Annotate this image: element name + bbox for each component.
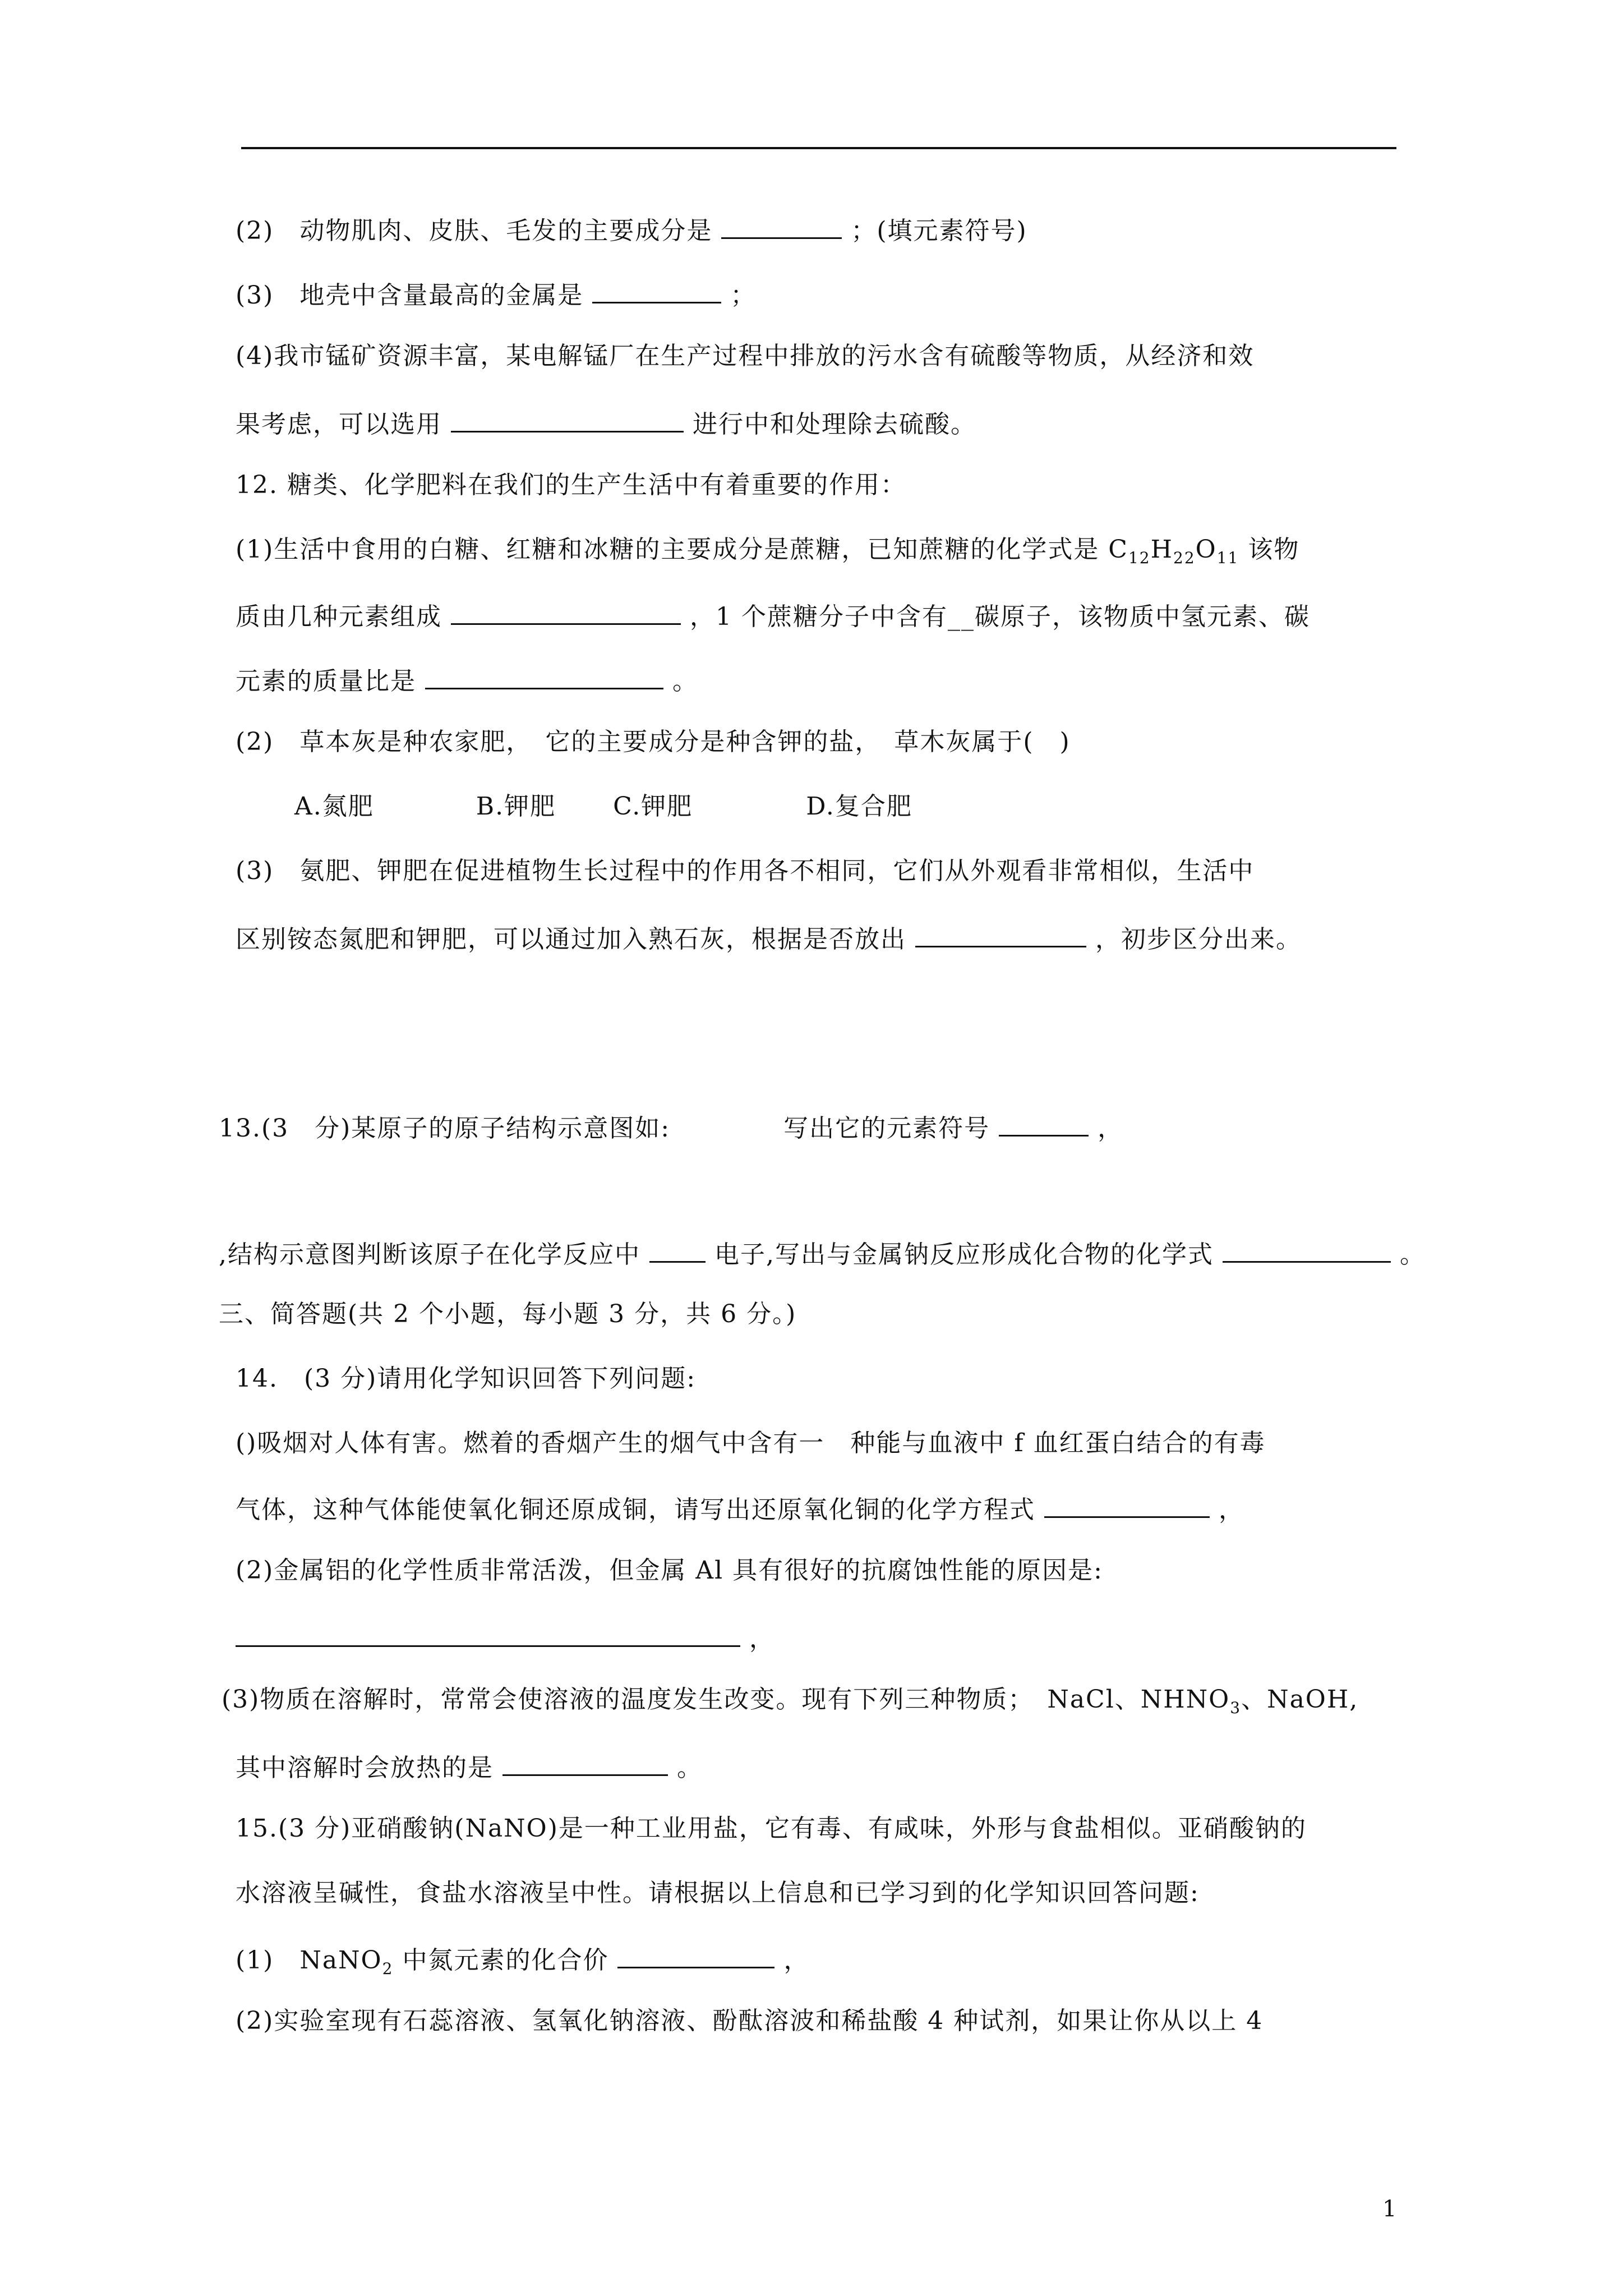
answer-blank[interactable] <box>236 1618 740 1647</box>
q12-heading: 12. 糖类、化学肥料在我们的生产生活中有着重要的作用： <box>236 471 906 499</box>
q12-2: (2) 草本灰是种农家肥， 它的主要成分是种含钾的盐， 草木灰属于( ) <box>236 728 1071 756</box>
q14-2-line1: (2)金属铝的化学性质非常活泼，但金属 Al 具有很好的抗腐蚀性能的原因是: <box>236 1556 1103 1585</box>
q12-3-line1: (3) 氨肥、钾肥在促进植物生长过程中的作用各不相同，它们从外观看非常相似，生活中 <box>236 857 1255 885</box>
q11-4-line1: (4)我市锰矿资源丰富，某电解锰厂在生产过程中排放的污水含有硫酸等物质，从经济和效 <box>236 342 1255 370</box>
q12-2-options <box>294 790 912 823</box>
page-number: 1 <box>1382 2196 1397 2222</box>
q14-1-line1: ()吸烟对人体有害。燃着的香烟产生的烟气中含有一 种能与血液中 f 血红蛋白结合的有毒 <box>236 1429 1266 1457</box>
q15-1: (1) NaNO$_2$ 中氮元素的化合价 ， <box>236 1940 809 1986</box>
q13-line1: 13.(3 分)某原子的原子结构示意图如: 写出它的元素符号 ， <box>219 1108 1123 1145</box>
q14-heading: 14. (3 分)请用化学知识回答下列问题: <box>236 1364 697 1393</box>
answer-blank[interactable] <box>617 1940 774 1968</box>
answer-blank[interactable] <box>1223 1234 1391 1263</box>
q12-3-line2: 区别铵态氮肥和钾肥，可以通过加入熟石灰，根据是否放出 ，初步区分出来。 <box>236 919 1302 956</box>
answer-blank[interactable] <box>502 1747 668 1776</box>
q14-3-line2: 其中溶解时会放热的是 。 <box>236 1747 703 1785</box>
q13-line2: ,结构示意图判断该原子在化学反应中 电子,写出与金属钠反应形成化合物的化学式 。 <box>219 1234 1426 1272</box>
answer-blank[interactable] <box>915 919 1086 947</box>
option-d[interactable]: D.复合肥 <box>806 792 912 821</box>
answer-blank[interactable] <box>649 1234 706 1263</box>
answer-blank[interactable] <box>425 661 663 689</box>
answer-blank[interactable] <box>451 596 681 625</box>
q12-1-line3: 元素的质量比是 。 <box>236 661 698 698</box>
q15-2: (2)实验室现有石蕊溶液、氢氧化钠溶液、酚酞溶波和稀盐酸 4 种试剂，如果让你从以上 4 <box>236 2007 1264 2035</box>
q11-3: (3) 地壳中含量最高的金属是 ； <box>236 275 756 312</box>
answer-blank[interactable] <box>721 210 842 239</box>
option-c[interactable]: C.钾肥 <box>613 792 693 821</box>
q14-3-line1: (3)物质在溶解时，常常会使溶液的温度发生改变。现有下列三种物质； NaCl、$NHNO_3$、NaOH, <box>222 1685 1359 1717</box>
q12-1-line1: (1)生活中食用的白糖、红糖和冰糖的主要成分是蔗糖，已知蔗糖的化学式是 $C_{12}H_{22}O_{11}$ 该物 <box>236 535 1300 567</box>
q11-4-line2: 果考虑，可以选用 进行中和处理除去硫酸。 <box>236 404 976 441</box>
answer-blank[interactable] <box>1044 1489 1210 1518</box>
answer-blank[interactable] <box>999 1108 1089 1137</box>
header-rule <box>241 147 1396 149</box>
q14-1-line2: 气体，这种气体能使氧化铜还原成铜，请写出还原氧化铜的化学方程式 ， <box>236 1489 1244 1527</box>
q11-2: (2) 动物肌肉、皮肤、毛发的主要成分是 ；(填元素符号) <box>236 210 1027 248</box>
answer-blank[interactable] <box>451 404 684 432</box>
option-b[interactable]: B.钾肥 <box>476 792 556 821</box>
q15-line1: 15.(3 分)亚硝酸钠(NaNO)是一种工业用盐，它有毒、有咸味，外形与食盐相似。亚硝酸钠的 <box>236 1814 1307 1843</box>
section-3-heading: 三、简答题(共 2 个小题，每小题 3 分，共 6 分。) <box>219 1300 797 1328</box>
q15-line2: 水溶液呈碱性，食盐水溶液呈中性。请根据以上信息和已学习到的化学知识回答问题: <box>236 1879 1200 1907</box>
q12-1-line2: 质由几种元素组成 ，1 个蔗糖分子中含有__碳原子，该物质中氢元素、碳 <box>236 596 1310 634</box>
answer-blank[interactable] <box>592 275 721 303</box>
option-a[interactable]: A.氮肥 <box>294 792 374 821</box>
q14-2-line2: ， <box>236 1618 775 1656</box>
